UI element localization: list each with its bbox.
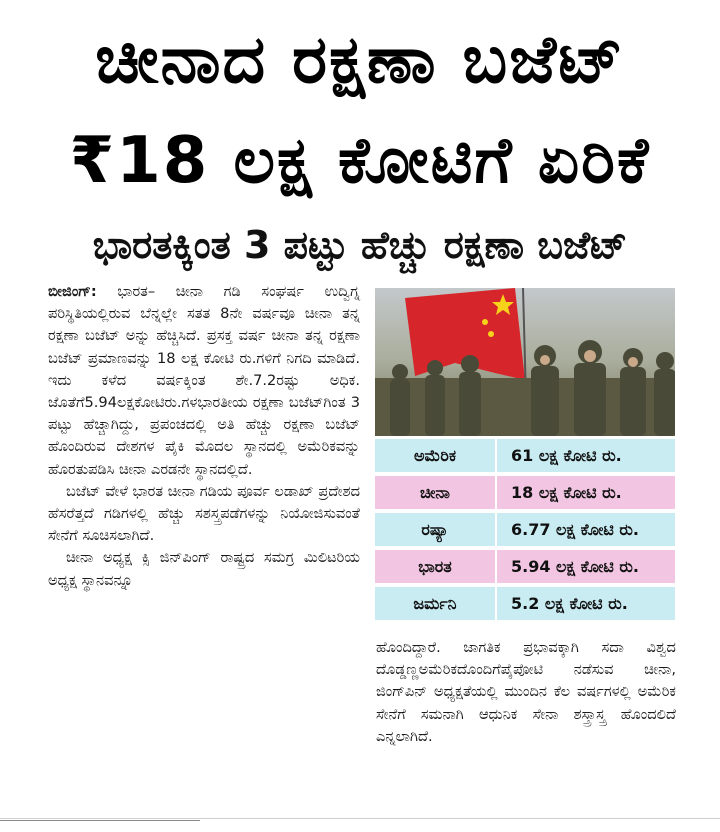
country-cell: ರಷ್ಯಾ: [421, 519, 449, 539]
table-row: [375, 439, 675, 472]
article-paragraph-3: ಚೀನಾ ಅಧ್ಯಕ್ಷ ಕ್ಸಿ ಜಿನ್‌ಪಿಂಗ್ ರಾಷ್ಟ್ರದ ಸಮಗ್ರ ಮಿಲಿಟರಿಯ ಅಧ್ಯಕ್ಷ ಸ್ಥಾನವನ್ನೂ: [48, 549, 360, 589]
article-paragraph-2: ಬಜೆಟ್ ವೇಳೆ ಭಾರತ ಚೀನಾ ಗಡಿಯ ಪೂರ್ವ ಲಡಾಖ್ ಪ್ರದೇಶದ ಹೆಸರೆತ್ತದೆ ಗಡಿಗಳಲ್ಲಿ ಹೆಚ್ಚು ಸಶಸ್ತ್ರಪಡೆಗಳನ್ನು ನಿಯೋಜಿಸುವಂತೆ ಸೇನೆಗೆ ಸೂಚಿಸಲಾಗಿದೆ.: [48, 482, 360, 545]
table-row: [375, 476, 675, 509]
article-paragraph-1-text: ಭಾರತ– ಚೀನಾ ಗಡಿ ಸಂಘರ್ಷ ಉದ್ವಿಗ್ನ ಪರಿಸ್ಥಿತಿಯಲ್ಲಿರುವ ಬೆನ್ನಲ್ಲೇ ಸತತ 8ನೇ ವರ್ಷವೂ ಚೀನಾ ತನ್ನ ರಕ್ಷಣಾ ಬಜೆಟ್ ಅನ್ನು ಹೆಚ್ಚಿಸಿದೆ. ಪ್ರಸಕ್ತ ವರ್ಷ ಚೀನಾ ತನ್ನ ರಕ್ಷಣಾ ಬಜೆಟ್ ಪ್ರಮಾಣವನ್ನು 18 ಲಕ್ಷ ಕೋಟಿ ರು.ಗಳಿಗೆ ನಿಗದಿ ಮಾಡಿದೆ. ಇದು ಕಳೆದ ವರ್ಷಕ್ಕಿಂತ ಶೇ.7.2ರಷ್ಟು ಅಧಿಕ. ಜೊತೆಗೆ5.94ಲಕ್ಷಕೋಟಿರು.ಗಳಭಾರತೀಯ ರಕ್ಷಣಾ ಬಜೆಟ್‌ಗಿಂತ 3 ಪಟ್ಟು ಹೆಚ್ಚಾಗಿದ್ದು, ಪ್ರಪಂಚದಲ್ಲಿ ಅತಿ ಹೆಚ್ಚು ರಕ್ಷಣಾ ಬಜೆಟ್ ಹೊಂದಿರುವ ದೇಶಗಳ ಪೈಕಿ ಮೊದಲ ಸ್ಥಾನದಲ್ಲಿ ಅಮೆರಿಕವನ್ನು ಹೊರತುಪಡಿಸಿ ಚೀನಾ ಎರಡನೇ ಸ್ಥಾನದಲ್ಲಿದೆ.: [48, 283, 361, 478]
table-row: [375, 587, 675, 620]
soldiers-flag-photo: [375, 288, 675, 436]
article-right-column: [376, 637, 676, 748]
country-cell: ಅಮೆರಿಕ: [413, 445, 457, 465]
table-row: [375, 550, 675, 583]
budget-table: [375, 439, 675, 624]
amount-cell: 5.94 ಲಕ್ಷ ಕೋಟಿ ರು.: [511, 556, 639, 576]
headline-line-1: ಚೀನಾದ ರಕ್ಷಣಾ ಬಜೆಟ್: [95, 21, 625, 98]
country-cell: ಚೀನಾ: [420, 482, 450, 502]
photo-illustration: [375, 288, 675, 436]
table-row: [375, 513, 675, 546]
article-paragraph-4: ಹೊಂದಿದ್ದಾರೆ. ಜಾಗತಿಕ ಪ್ರಭಾವಕ್ಕಾಗಿ ಸದಾ ವಿಶ್ವದ ದೊಡ್ಡಣ್ಣಅಮೆರಿಕದೊಂದಿಗೆಪೈಪೋಟಿ ನಡೆಸುವ ಚೀನಾ, ಜಿಂಗ್‌ಪಿನ್ ಅಧ್ಯಕ್ಷತೆಯಲ್ಲಿ ಮುಂದಿನ ಕೆಲ ವರ್ಷಗಳಲ್ಲಿ ಅಮೆರಿಕ ಸೇನೆಗೆ ಸಮನಾಗಿ ಆಧುನಿಕ ಸೇನಾ ಶಸ್ತ್ರಾಸ್ತ್ರ ಹೊಂದಲಿದೆ ಎನ್ನಲಾಗಿದೆ.: [376, 639, 676, 745]
subheadline: ಭಾರತಕ್ಕಿಂತ 3 ಪಟ್ಟು ಹೆಚ್ಚು ರಕ್ಷಣಾ ಬಜೆಟ್: [92, 223, 628, 267]
headline-line-2: ₹18 ಲಕ್ಷ ಕೋಟಿಗೆ ಏರಿಕೆ: [69, 124, 651, 198]
bottom-frame-edge: [0, 820, 200, 832]
amount-cell: 5.2 ಲಕ್ಷ ಕೋಟಿ ರು.: [511, 593, 628, 613]
amount-cell: 18 ಲಕ್ಷ ಕೋಟಿ ರು.: [511, 482, 622, 502]
dateline: ಬೀಜಿಂಗ್:: [48, 283, 97, 300]
country-cell: ಭಾರತ: [418, 556, 452, 576]
country-cell: ಜರ್ಮನಿ: [413, 593, 457, 613]
article-paragraph-1: [48, 281, 360, 481]
article-left-column: [48, 281, 360, 592]
amount-cell: 6.77 ಲಕ್ಷ ಕೋಟಿ ರು.: [511, 519, 639, 539]
amount-cell: 61 ಲಕ್ಷ ಕೋಟಿ ರು.: [511, 445, 622, 465]
page-divider: [0, 818, 720, 819]
